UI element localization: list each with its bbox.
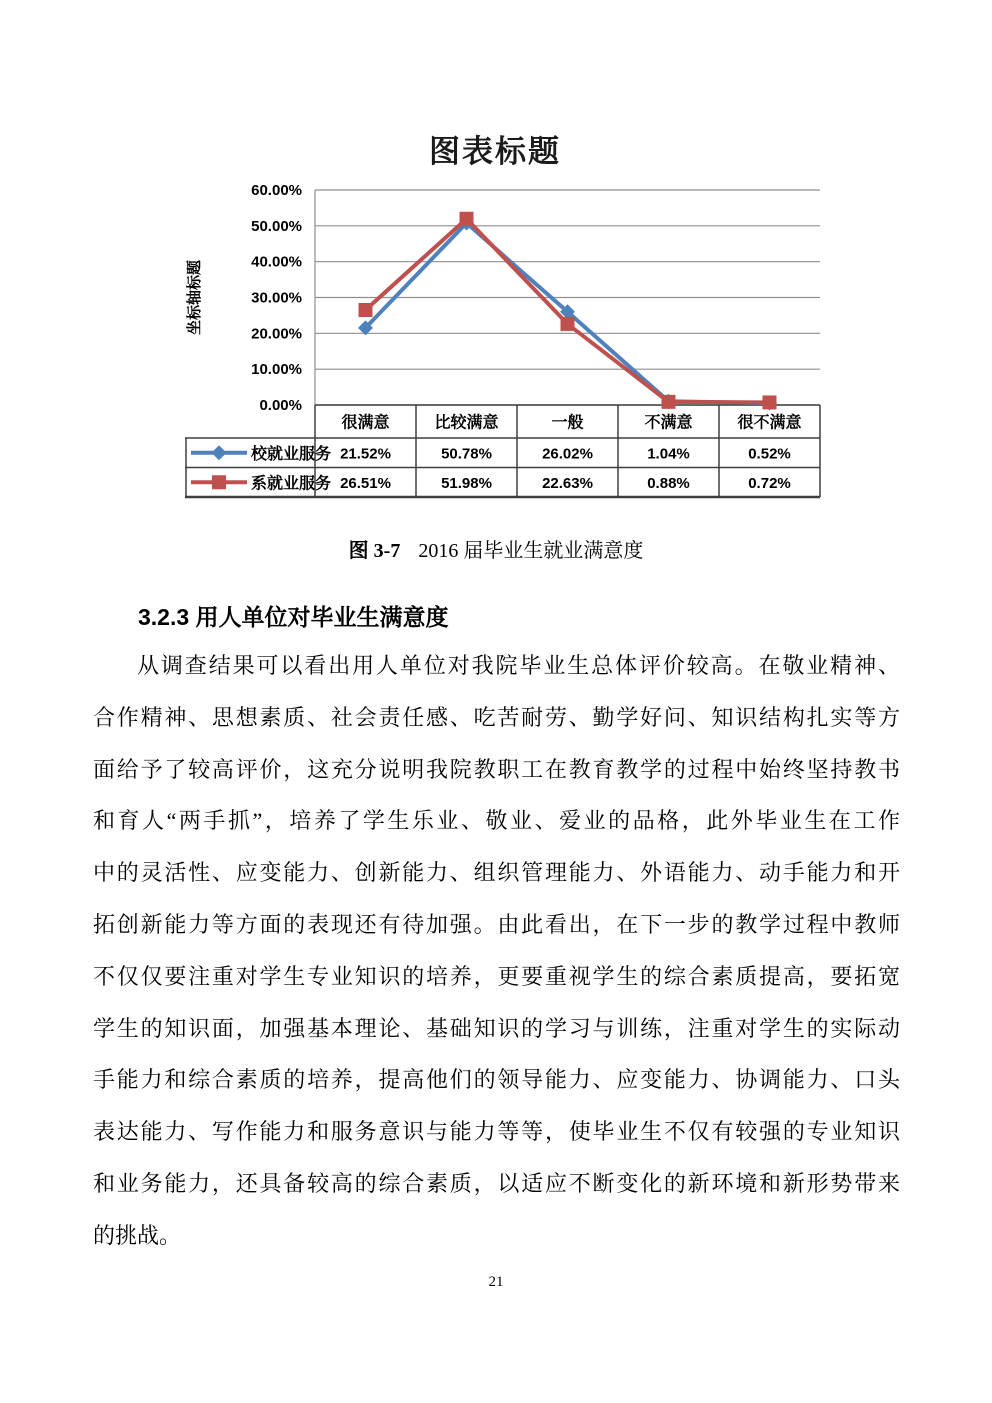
- body-line: 和业务能力，还具备较高的综合素质，以适应不断变化的新环境和新形势带来: [93, 1170, 900, 1196]
- y-tick-label: 50.00%: [251, 217, 302, 235]
- series-marker-1: [763, 395, 777, 409]
- series-marker-1: [561, 317, 575, 331]
- body-line: 的挑战。: [93, 1222, 182, 1248]
- y-axis-title: 坐标轴标题: [186, 259, 203, 336]
- table-value: 26.51%: [340, 474, 391, 492]
- table-value: 50.78%: [441, 445, 492, 463]
- y-tick-label: 60.00%: [251, 182, 302, 199]
- body-line: 合作精神、思想素质、社会责任感、吃苦耐劳、勤学好问、知识结构扎实等方: [93, 704, 900, 730]
- figure-caption-label: 图 3-7: [348, 540, 401, 562]
- employment-satisfaction-line-chart: [185, 128, 825, 502]
- page-number: 21: [488, 1274, 504, 1290]
- legend-series-name: 系就业服务: [251, 475, 332, 493]
- table-value: 26.02%: [542, 445, 593, 463]
- body-line: 中的灵活性、应变能力、创新能力、组织管理能力、外语能力、动手能力和开: [93, 860, 900, 886]
- y-tick-label: 30.00%: [251, 289, 302, 307]
- body-line: 拓创新能力等方面的表现还有待加强。由此看出，在下一步的教学过程中教师: [93, 911, 900, 937]
- chart-title: 图表标题: [429, 134, 561, 169]
- y-tick-label: 0.00%: [259, 397, 302, 414]
- legend-key-marker-1: [212, 475, 226, 489]
- legend-series-name: 校就业服务: [251, 445, 332, 463]
- body-line: 和育人“两手抓”，培养了学生乐业、敬业、爱业的品格，此外毕业生在工作: [93, 808, 900, 834]
- y-tick-label: 40.00%: [251, 253, 302, 271]
- category-label: 很不满意: [737, 414, 802, 432]
- figure-caption: [0, 534, 992, 563]
- section-heading: 3.2.3 用人单位对毕业生满意度: [138, 604, 449, 630]
- body-line: 面给予了较高评价，这充分说明我院教职工在教育教学的过程中始终坚持教书: [93, 756, 900, 782]
- body-line: 从调查结果可以看出用人单位对我院毕业生总体评价较高。在敬业精神、: [137, 653, 900, 678]
- table-value: 0.72%: [748, 474, 791, 492]
- table-value: 22.63%: [542, 474, 593, 492]
- y-tick-label: 20.00%: [251, 325, 302, 343]
- body-paragraph: [93, 640, 900, 1262]
- body-line: 表达能力、写作能力和服务意识与能力等等，使毕业生不仅有较强的专业知识: [93, 1119, 900, 1145]
- series-marker-1: [359, 303, 373, 317]
- table-value: 0.52%: [748, 445, 791, 463]
- body-line: 不仅仅要注重对学生专业知识的培养，更要重视学生的综合素质提高，要拓宽: [93, 963, 900, 989]
- table-value: 51.98%: [441, 474, 492, 492]
- category-label: 不满意: [644, 414, 693, 432]
- table-value: 21.52%: [340, 445, 391, 463]
- category-label: 一般: [551, 414, 584, 432]
- series-marker-1: [662, 395, 676, 409]
- category-label: 很满意: [341, 414, 390, 432]
- category-label: 比较满意: [434, 414, 499, 432]
- table-value: 1.04%: [647, 445, 690, 463]
- legend-key-marker-0: [212, 445, 227, 460]
- figure-caption-text: 2016 届毕业生就业满意度: [418, 540, 644, 562]
- body-line: 手能力和综合素质的培养，提高他们的领导能力、应变能力、协调能力、口头: [93, 1067, 900, 1093]
- series-marker-1: [460, 212, 474, 226]
- body-line: 学生的知识面，加强基本理论、基础知识的学习与训练，注重对学生的实际动: [93, 1015, 900, 1041]
- table-value: 0.88%: [647, 474, 690, 492]
- y-tick-label: 10.00%: [251, 361, 302, 379]
